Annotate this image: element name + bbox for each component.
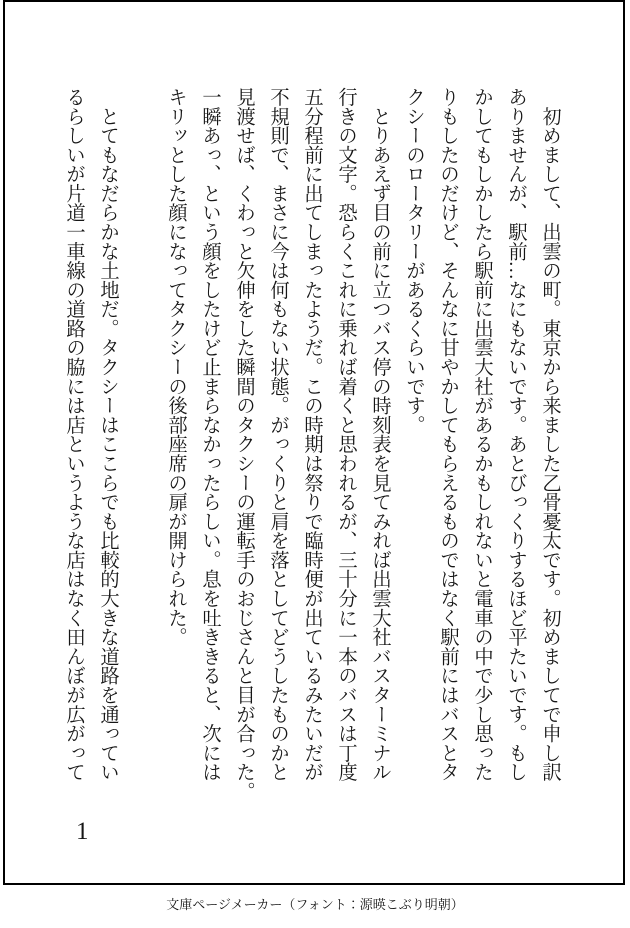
text-line: 見渡せば、くわっと欠伸をした瞬間のタクシーの運転手のおじさんと目が合った。 (233, 87, 254, 801)
text-line: かしてもしかしたら駅前に出雲大社があるかもしれないと電車の中で少し思った (471, 87, 492, 782)
text-line: とてもなだらかな土地だ。タクシーはここらでも比較的大きな道路を通ってい (97, 87, 118, 782)
page-number: 1 (76, 818, 89, 845)
text-line: ありませんが、駅前…なにもないです。あとびっくりするほど平たいです。もし (505, 87, 526, 782)
text-line: 初めまして、出雲の町。東京から来ました乙骨憂太です。初めましてで申し訳 (539, 87, 560, 782)
text-line: るらしいが片道一車線の道路の脇には店というような店はなく田んぼが広がって (63, 87, 84, 782)
text-line: とりあえず目の前に立つバス停の時刻表を見てみれば出雲大社バスターミナル (369, 87, 390, 782)
text-line: 行きの文字。恐らくこれに乗れば着くと思われるが、三十分に一本のバスは丁度 (335, 87, 356, 782)
text-line: キリッとした顔になってタクシーの後部座席の扉が開けられた。 (165, 87, 186, 647)
text-line: 一瞬あっ、という顔をしたけど止まらなかったらしい。息を吐ききると、次には (199, 87, 220, 782)
text-line: 五分程前に出てしまったようだ。この時期は祭りで臨時便が出ているみたいだが (301, 87, 322, 782)
text-line: 不規則で、まさに今は何もない状態。がっくりと肩を落としてどうしたものかと (267, 87, 288, 782)
footer-caption: 文庫ページメーカー（フォント：源暎こぶり明朝） (166, 897, 464, 912)
text-line (124, 87, 158, 782)
body-text (56, 87, 566, 801)
text-line: りもしたのだけど、そんなに甘やかしてもらえるものではなく駅前にはバスとタ (437, 87, 458, 782)
text-line: クシーのロータリーがあるくらいです。 (403, 87, 424, 435)
